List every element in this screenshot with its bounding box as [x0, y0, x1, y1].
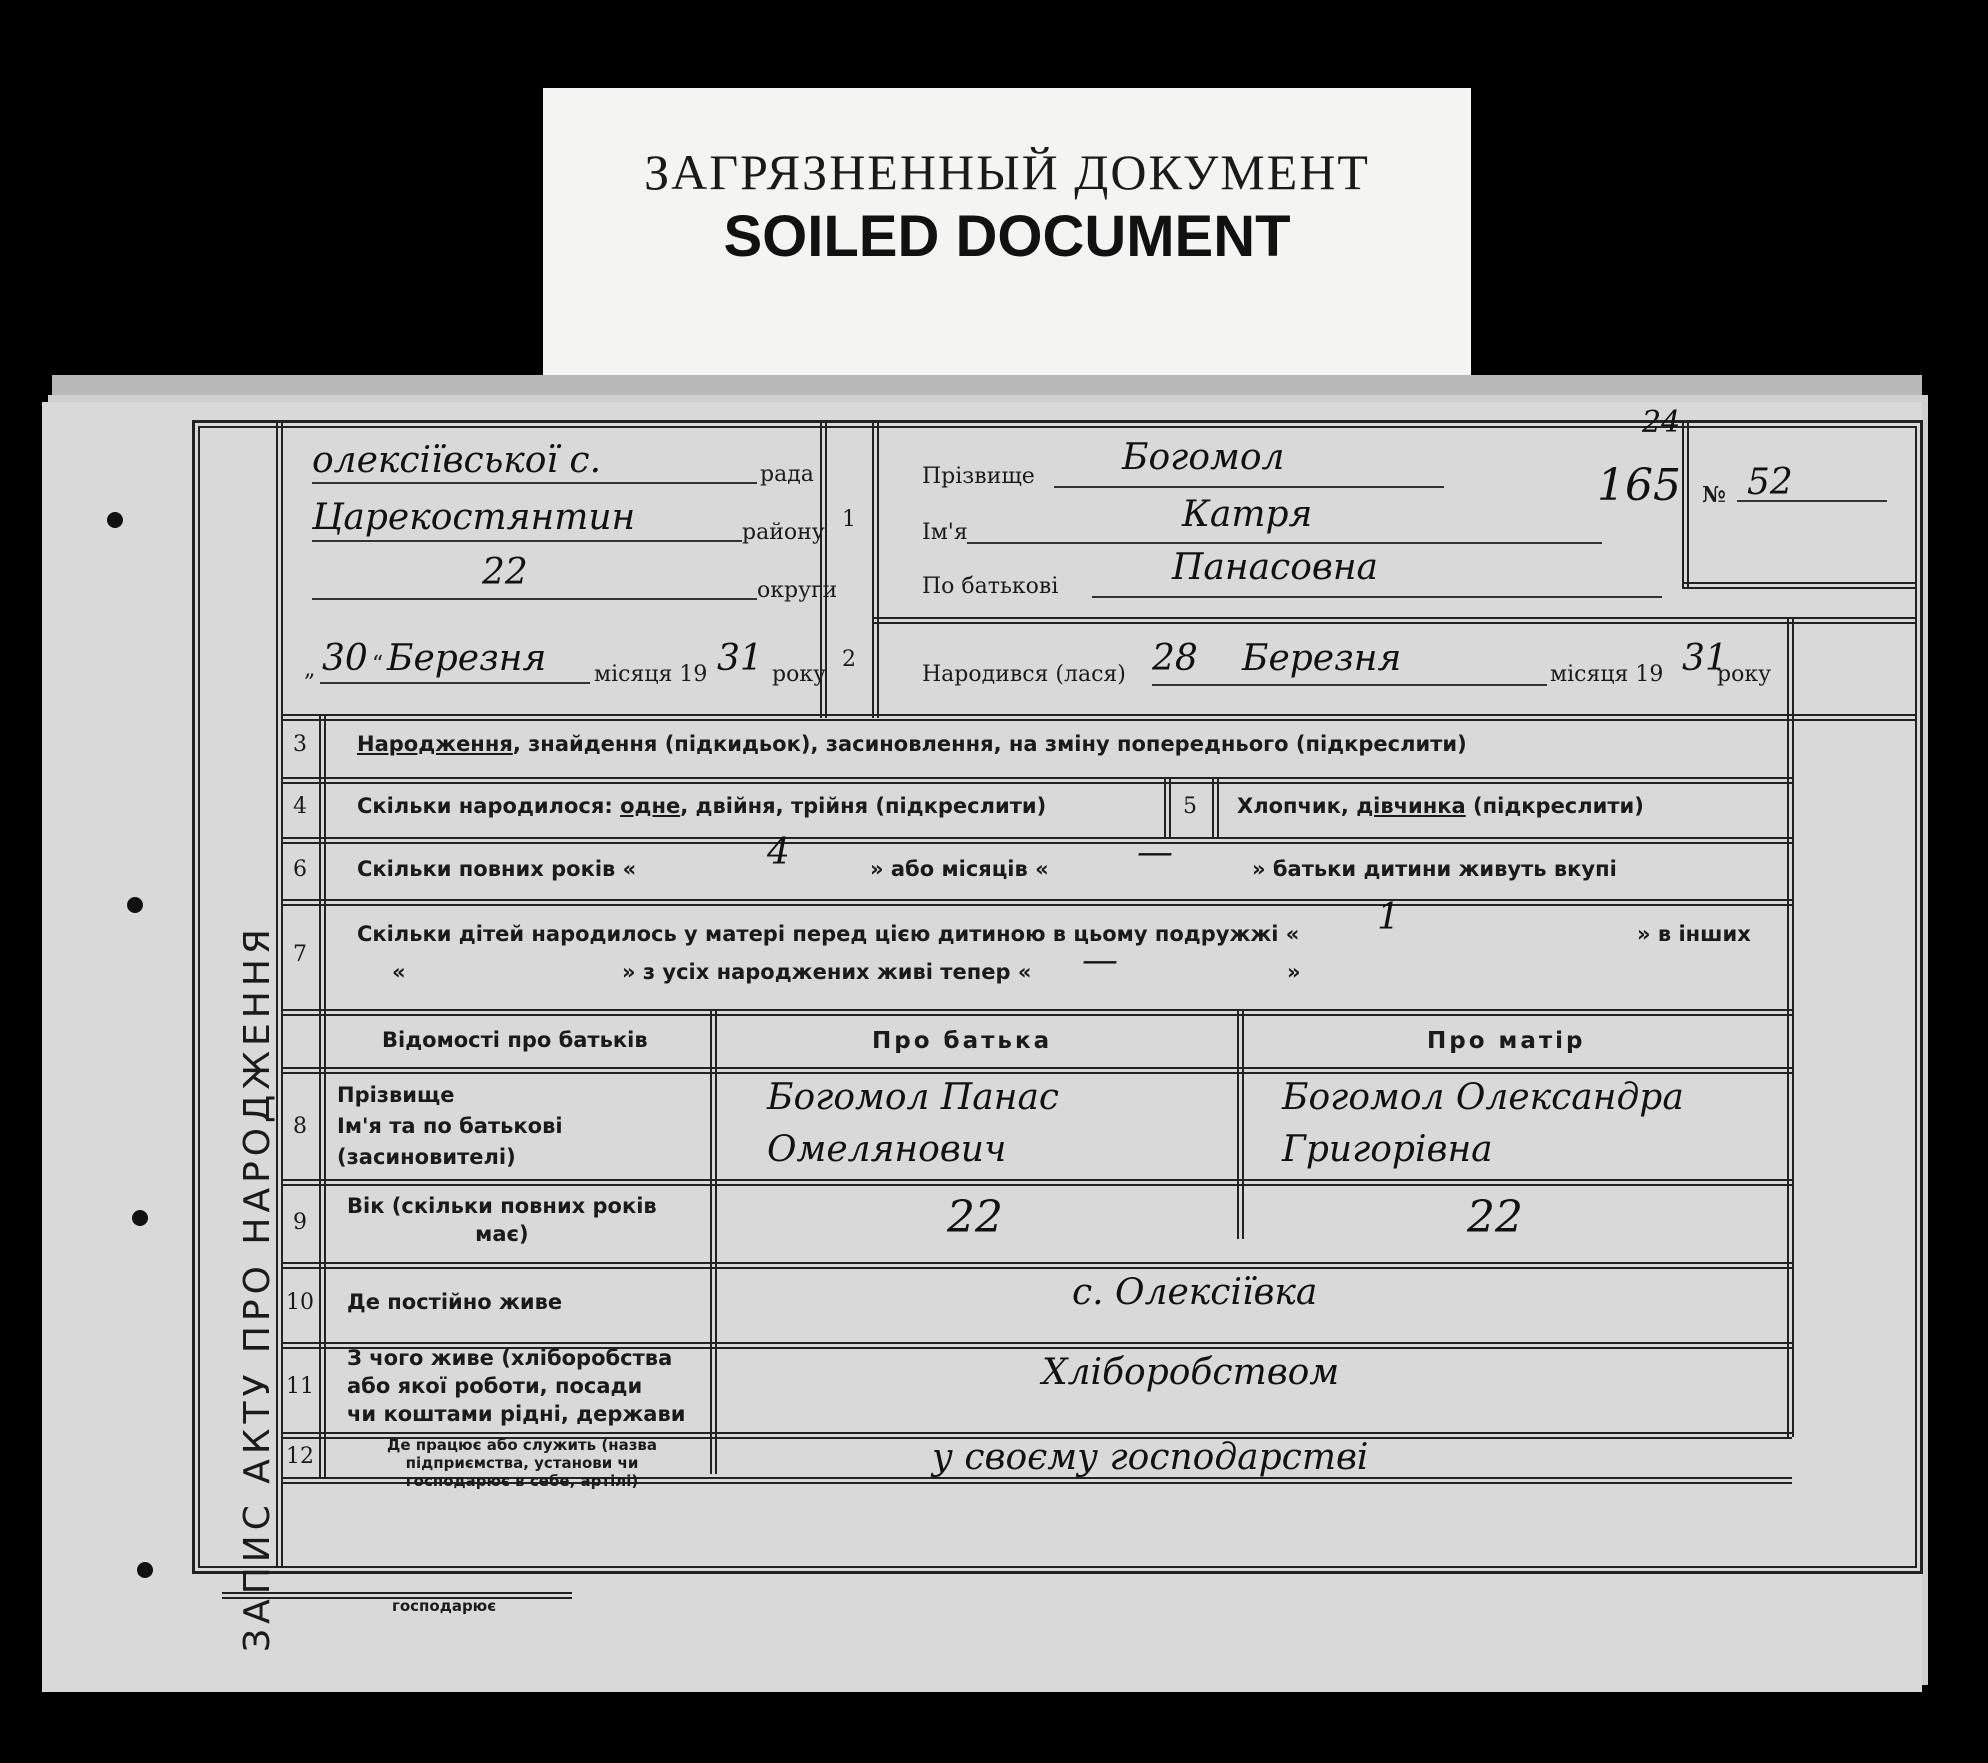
surname-fill-line	[1054, 486, 1444, 488]
quote-close: “	[372, 652, 384, 677]
workplace-value: у своєму господарстві	[932, 1437, 1369, 1478]
punch-hole	[107, 512, 123, 528]
right-inner-border	[1787, 617, 1794, 1437]
punch-hole	[137, 1562, 153, 1578]
patronymic-fill-line	[1092, 596, 1662, 598]
row-7-number: 7	[293, 942, 307, 967]
row-3-rest: , знайдення (підкидьок), засиновлення, на зміну попереднього (підкреслити)	[512, 732, 1467, 756]
row-4-rest: , двійня, трійня (підкреслити)	[680, 794, 1047, 818]
row-6-years: 4	[767, 832, 790, 873]
punch-hole	[132, 1210, 148, 1226]
row10-top	[282, 1262, 1792, 1269]
row-7-line-2b: » з усіх народжених живі тепер «	[622, 960, 1032, 984]
row-6-number: 6	[293, 857, 307, 882]
row-7-line-1: Скільки дітей народилось у матері перед цією дитиною в цьому подружжі «	[357, 922, 1300, 946]
row3-top	[282, 714, 1917, 721]
row-9-label: Вік (скільки повних років має)	[347, 1194, 657, 1246]
parents-header-top	[282, 1009, 1792, 1016]
label-russian: ЗАГРЯЗНЕННЫЙ ДОКУМЕНТ	[644, 144, 1370, 200]
residence-value: с. Олексіївка	[1072, 1272, 1318, 1313]
month-label: місяця 19	[594, 662, 708, 687]
row-7-line-2c: »	[1287, 960, 1301, 984]
born-label: Народився (лася)	[922, 662, 1126, 687]
parents-header-info: Відомості про батьків	[382, 1028, 648, 1052]
section-1-number: 1	[842, 507, 856, 532]
name-value: Катря	[1182, 494, 1313, 535]
row9-top	[282, 1179, 1792, 1186]
mother-full-name: Богомол Олександра Григорівна	[1282, 1077, 1684, 1170]
row7-top	[282, 899, 1792, 906]
surname-label: Прізвище	[922, 464, 1035, 489]
okrug-value: 22	[482, 552, 528, 593]
father-age: 22	[947, 1192, 1003, 1243]
parents-header-father: Про батька	[872, 1028, 1053, 1054]
year-value: 31	[717, 638, 763, 679]
council-label: рада	[760, 462, 814, 487]
parents-header-mother: Про матір	[1427, 1028, 1586, 1054]
record-number-value: 52	[1747, 462, 1793, 503]
born-month: Березня	[1242, 638, 1402, 679]
row-6-label-b: » або місяців «	[870, 857, 1049, 881]
parents-num-divider	[319, 1067, 326, 1477]
quote-open: „	[304, 657, 316, 682]
parents-col-divider-1	[710, 1009, 717, 1474]
patronymic-value: Панасовна	[1172, 547, 1378, 588]
row-3-text	[357, 732, 1467, 756]
punch-hole	[127, 897, 143, 913]
born-year-label: року	[1717, 662, 1772, 687]
row-10-number: 10	[286, 1290, 314, 1315]
soiled-document-label	[543, 88, 1471, 388]
parents-col-divider-2	[1237, 1009, 1244, 1239]
row-9-number: 9	[293, 1210, 307, 1235]
name-label: Ім'я	[922, 520, 968, 545]
record-box-bottom	[1682, 582, 1917, 589]
row-10-label: Де постійно живе	[347, 1290, 563, 1314]
district-label: району	[742, 520, 825, 545]
father-full-name: Богомол Панас Омелянович	[767, 1077, 1060, 1170]
month-value: Березня	[387, 638, 547, 679]
row-4-number: 4	[293, 794, 307, 819]
date-fill-line	[320, 682, 590, 684]
year-label: року	[772, 662, 827, 687]
record-number-fill	[1737, 500, 1887, 502]
row-7-value-1: 1	[1377, 897, 1400, 938]
row-8-number: 8	[293, 1114, 307, 1139]
row-8-label: Прізвище Ім'я та по батькові (засиновителі)	[337, 1083, 563, 1169]
birth-option-underlined: Народження	[357, 732, 513, 756]
okrug-label: округи	[757, 578, 838, 603]
sex-option-underlined: дівчинка	[1356, 794, 1466, 818]
occupation-value: Хліборобством	[1042, 1352, 1340, 1393]
row-3-number: 3	[293, 732, 307, 757]
record-number-label: №	[1702, 482, 1726, 508]
section-2-number: 2	[842, 647, 856, 672]
row-7-value-2: —	[1082, 940, 1118, 981]
row6-top	[282, 837, 1792, 844]
row-6-label-c: » батьки дитини живуть вкупі	[1252, 857, 1617, 881]
council-fill-line	[312, 482, 757, 484]
district-value: Царекостянтин	[312, 497, 636, 538]
row-5-text	[1237, 794, 1644, 818]
row-5-prefix: Хлопчик,	[1237, 794, 1357, 818]
record-box-divider	[1682, 423, 1689, 588]
row4-top	[282, 777, 1792, 784]
row-6-label-a: Скільки повних років «	[357, 857, 637, 881]
label-english: SOILED DOCUMENT	[723, 204, 1291, 269]
surname-value: Богомол	[1122, 437, 1285, 478]
born-day: 28	[1152, 638, 1198, 679]
vertical-title: ЗАПИС АКТУ ПРО НАРОДЖЕННЯ	[237, 924, 278, 1652]
district-fill-line	[312, 540, 742, 542]
council-value: олексіївської с.	[312, 440, 602, 481]
day-value: 30	[322, 638, 368, 679]
margin-number: 165	[1597, 460, 1681, 511]
count-option-underlined: одне	[620, 794, 681, 818]
mother-age: 22	[1467, 1192, 1523, 1243]
section1-bottom	[872, 617, 1917, 624]
birth-record-form	[42, 402, 1922, 1692]
row-5-rest: (підкреслити)	[1465, 794, 1644, 818]
born-month-label: місяця 19	[1550, 662, 1664, 687]
row-4-prefix: Скільки народилося:	[357, 794, 621, 818]
row-11-label: З чого живе (хліборобства або якої роботи, посади чи коштами рідні, держави	[347, 1346, 686, 1426]
name-fill-line	[967, 542, 1602, 544]
born-year: 31	[1682, 638, 1728, 679]
born-date-fill	[1152, 684, 1547, 686]
row-7-line-1-end: » в інших	[1637, 922, 1751, 946]
row-12-number: 12	[286, 1444, 314, 1469]
lower-sheet-stub: господарює	[392, 1597, 497, 1615]
okrug-fill-line	[312, 598, 757, 600]
section-number-divider	[872, 423, 879, 718]
row-6-months: —	[1137, 832, 1173, 873]
row-4-text	[357, 794, 1046, 818]
row5-divider-b	[1212, 777, 1219, 839]
patronymic-label: По батькові	[922, 574, 1059, 599]
row-12-label: Де працює або служить (назва підприємства, установи чи господарює в себе, артілі)	[386, 1436, 658, 1490]
row-5-number: 5	[1183, 794, 1197, 819]
row-7-line-2a: «	[392, 960, 406, 984]
row-11-number: 11	[286, 1374, 314, 1399]
corner-mark: 24	[1642, 405, 1681, 440]
